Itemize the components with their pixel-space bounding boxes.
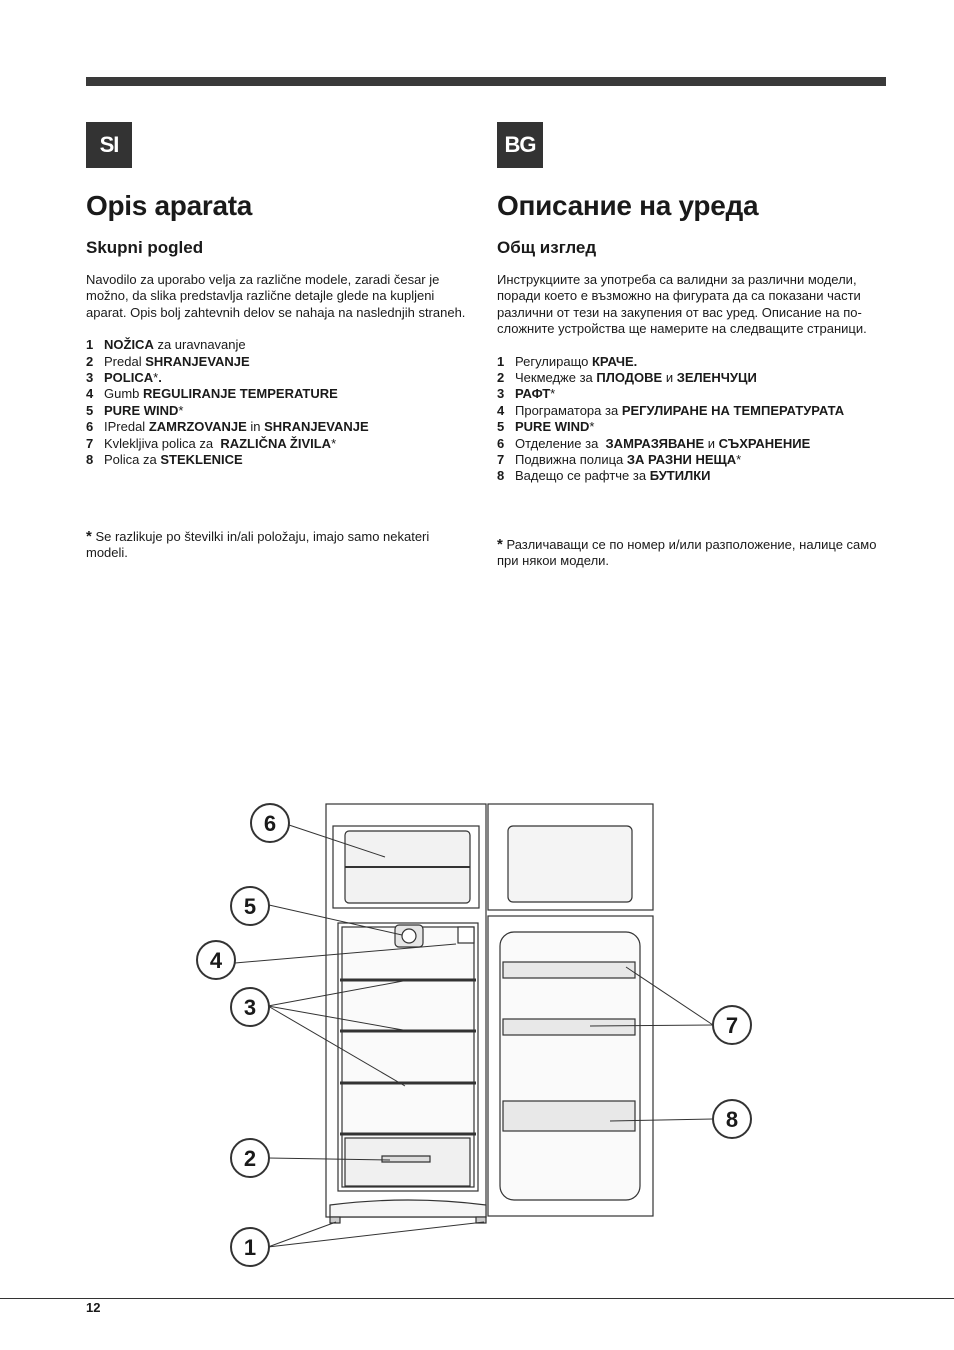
item-number: 2 (86, 353, 94, 369)
item-text-plain: Чекмедже за (515, 370, 597, 386)
item-text-plain: Polica za (104, 452, 161, 468)
language-badge-bg: BG (497, 122, 543, 168)
item-text (104, 436, 336, 452)
list-item (497, 370, 877, 386)
item-text-plain: * (153, 370, 159, 386)
bottom-rule (0, 1298, 954, 1299)
list-item (86, 354, 466, 370)
item-text (104, 370, 162, 386)
item-number: 7 (497, 452, 505, 468)
item-text (104, 337, 246, 353)
item-text-plain: Отделение за (515, 435, 606, 451)
callout-4-label: 4 (209, 948, 223, 973)
item-text-bold: ZAMRZOVANJE (148, 419, 247, 435)
callout-6 (251, 804, 289, 842)
item-number: 5 (497, 419, 505, 435)
list-item (497, 452, 877, 468)
item-number: 1 (86, 337, 94, 353)
item-text-plain: Вадещо се рафтче за (515, 468, 650, 484)
item-text-plain: in (246, 419, 265, 435)
item-text (515, 419, 594, 435)
item-text-bold: ПЛОДОВЕ (596, 370, 663, 386)
item-text (515, 354, 637, 370)
item-text (104, 419, 369, 435)
item-text-bold: ЗЕЛЕНЧУЦИ (676, 370, 757, 386)
item-text-bold: REGULIRANJE TEMPERATURE (143, 386, 338, 402)
item-text-plain: * (178, 402, 184, 418)
item-number: 4 (497, 402, 505, 418)
item-text-plain: и (662, 370, 677, 386)
item-text-bold: NOŽICA (104, 337, 154, 353)
intro-bg: Инструкциите за употреба са валидни за различни модели, поради което е възможно на фигурата да са показани части различни от тези на закупения от вас уред. Описание на по-сложните устройства ще намерите на следващите страници. (497, 272, 867, 337)
title-bg: Описание на уреда (497, 190, 759, 221)
item-text-plain: Регулиращо (515, 353, 592, 369)
callout-8 (713, 1100, 751, 1138)
item-number: 4 (86, 386, 94, 402)
page-number: 12 (86, 1300, 101, 1315)
callout-7 (713, 1006, 751, 1044)
item-text (515, 436, 810, 452)
list-item (86, 419, 466, 435)
item-text-bold: . (158, 370, 162, 386)
item-text-bold: SHRANJEVANJE (145, 353, 250, 369)
item-text-bold: PURE WIND (515, 419, 590, 435)
item-text-plain: Kvlekljiva polica za (104, 435, 221, 451)
item-text-bold: РЕГУЛИРАНЕ НА ТЕМПЕРАТУРАТА (621, 402, 845, 418)
callout-1-label: 1 (243, 1235, 257, 1260)
item-text-bold: БУТИЛКИ (649, 468, 711, 484)
item-text-bold: ЗАМРАЗЯВАНЕ (605, 435, 705, 451)
item-number: 7 (86, 435, 94, 451)
list-item (86, 436, 466, 452)
item-number: 8 (497, 468, 505, 484)
item-text (515, 370, 757, 386)
callout-8-label: 8 (725, 1107, 739, 1132)
item-text-plain: * (331, 435, 337, 451)
callout-1 (231, 1228, 269, 1266)
language-badge-si: SI (86, 122, 132, 168)
item-text-plain: Подвижна полица (515, 452, 627, 468)
item-text-plain: Gumb (104, 386, 144, 402)
item-number: 3 (86, 370, 94, 386)
list-item (497, 436, 877, 452)
list-item (497, 419, 877, 435)
callout-2-label: 2 (243, 1146, 257, 1171)
callout-6-label: 6 (263, 811, 277, 836)
callout-7-label: 7 (725, 1013, 739, 1038)
list-item (86, 337, 466, 353)
callout-5-label: 5 (243, 894, 257, 919)
item-text-bold: SHRANJEVANJE (264, 419, 369, 435)
item-text (515, 403, 844, 419)
list-item (497, 468, 877, 484)
footnote-text-bg: Различаващи се по номер и/или разположение, налице само при някои модели. (497, 537, 877, 569)
title-si: Opis aparata (86, 190, 253, 221)
list-item (86, 386, 466, 402)
callout-3 (231, 988, 269, 1026)
item-text-bold: PURE WIND (104, 402, 179, 418)
item-number: 6 (497, 435, 505, 451)
top-rule (86, 77, 886, 86)
item-text-plain: Програматора за (515, 402, 622, 418)
list-item (497, 403, 877, 419)
column-bg (497, 122, 877, 485)
item-text (104, 403, 183, 419)
list-item (86, 452, 466, 468)
list-item (497, 386, 877, 402)
footnote-si (86, 529, 466, 562)
callout-4 (197, 941, 235, 979)
subtitle-bg: Общ изглед (497, 238, 597, 257)
item-text-plain: za uravnavanje (153, 337, 246, 353)
item-number: 2 (497, 370, 505, 386)
item-text-plain: Predal (104, 353, 146, 369)
item-text-bold: ЗА РАЗНИ НЕЩА (626, 452, 737, 468)
item-text (515, 452, 741, 468)
callout-5 (231, 887, 269, 925)
item-text-bold: РАФТ (515, 386, 551, 402)
item-text-plain: и (704, 435, 719, 451)
item-number: 5 (86, 402, 94, 418)
item-text-bold: RAZLIČNA ŽIVILA (220, 435, 332, 451)
list-item (497, 354, 877, 370)
parts-list-si (86, 337, 466, 468)
list-item (86, 370, 466, 386)
item-number: 6 (86, 419, 94, 435)
item-text (104, 386, 338, 402)
item-text-plain: * (736, 452, 742, 468)
item-text (515, 468, 711, 484)
item-text-bold: POLICA (104, 370, 154, 386)
column-si (86, 122, 466, 468)
item-number: 1 (497, 353, 505, 369)
item-text (104, 452, 243, 468)
item-text-plain: * (550, 386, 556, 402)
item-text (515, 386, 555, 402)
footnote-text-si: Se razlikuje po številki in/ali položaju, imajo samo nekateri modeli. (86, 529, 430, 561)
item-text-bold: STEKLENICE (160, 452, 243, 468)
footnote-star-bg: * (497, 536, 503, 553)
item-text (104, 354, 250, 370)
parts-list-bg (497, 354, 877, 485)
intro-si: Navodilo za uporabo velja za različne modele, zaradi česar je možno, da slika predstavlja različne detajle glede na kupljeni aparat. Opis bolj zahtevnih delov se nahaja na naslednjih straneh. (86, 272, 466, 320)
item-text-plain: * (589, 419, 595, 435)
list-item (86, 403, 466, 419)
subtitle-si: Skupni pogled (86, 238, 204, 257)
item-text-bold: КРАЧЕ. (591, 353, 638, 369)
item-number: 3 (497, 386, 505, 402)
item-text-bold: СЪХРАНЕНИЕ (718, 435, 811, 451)
item-number: 8 (86, 452, 94, 468)
item-text-plain: IPredal (104, 419, 149, 435)
callout-2 (231, 1139, 269, 1177)
footnote-bg (497, 537, 877, 570)
footnote-star-si: * (86, 528, 92, 545)
fridge-diagram (190, 795, 770, 1275)
callout-3-label: 3 (243, 995, 257, 1020)
